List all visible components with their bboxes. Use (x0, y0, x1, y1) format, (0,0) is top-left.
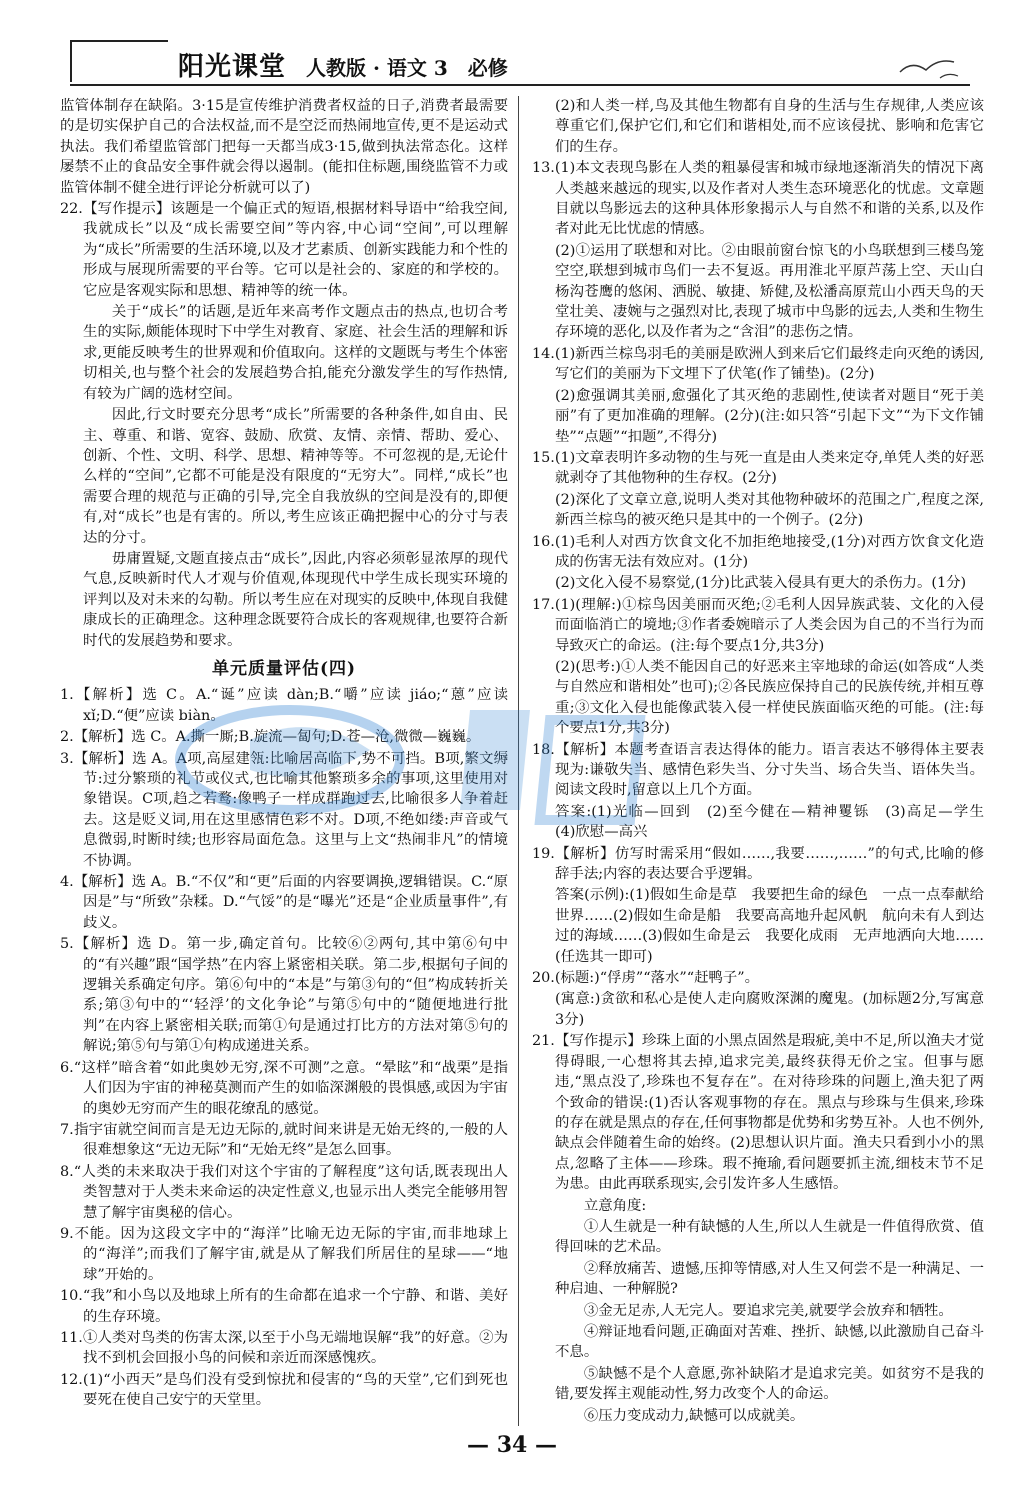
answer-paragraph: ②释放痛苦、遗憾,压抑等情感,对人生又何尝不是一种满足、一种启迪、一种解脱? (555, 1260, 984, 1298)
answer-paragraph: 8.“人类的未来取决于我们对这个宇宙的了解程度”这句话,既表现出人类智慧对于人类未来命运的决定性意义,也显示出人类完全能够用智慧了解宇宙奥秘的信心。 (60, 1163, 508, 1221)
left-column (60, 96, 508, 1412)
book-title: 阳光课堂 (178, 52, 287, 82)
answer-paragraph: 17.(1)(理解:)①棕鸟因美丽而灭绝;②毛利人因异族武装、文化的入侵而面临消亡的境地;③作者委婉暗示了人类会因为自己的不当行为而导致灭亡的命运。(注:每个要点1分,共3分) (532, 596, 984, 654)
page-number: — 34 — (467, 1432, 557, 1458)
header-rule (70, 84, 970, 86)
answer-paragraph: 12.(1)“小西天”是鸟们没有受到惊扰和侵害的“鸟的天堂”,它们到死也要死在使自己安宁的天堂里。 (60, 1371, 508, 1409)
answer-paragraph: (2)①运用了联想和对比。②由眼前窗台惊飞的小鸟联想到三楼鸟笼空空,联想到城市鸟们一去不复返。再用淮北平原芦荡上空、天山白杨沟苍鹰的悠闲、洒脱、敏捷、矫健,及松潘高原荒山小西天鸟的天堂壮美、凄婉与之强烈对比,表现了城市中鸟影的远去,人类和生物生存环境的恶化,以及作者为之“含泪”的悲伤之情。 (555, 242, 984, 341)
answer-paragraph: (2)(思考:)①人类不能因自己的好恶来主宰地球的命运(如答成“人类与自然应和谐相处”也可);②各民族应保持自己的民族传统,并相互尊重;③文化入侵也能像武装入侵一样使民族面临灭绝的可能。(注:每个要点1分,共3分) (555, 658, 984, 737)
answer-paragraph: 毋庸置疑,文题直接点击“成长”,因此,内容必须彰显浓厚的现代气息,反映新时代人才观与价值观,体现现代中学生成长现实环境的评判以及对未来的勾勒。所以考生应在对现实的反映中,体现自我健康成长的正确理念。这种理念既要符合成长的客观规律,也要符合新时代的发展趋势和要求。 (83, 550, 508, 649)
bird-ornament-icon (880, 52, 970, 84)
answer-paragraph: ⑥压力变成动力,缺憾可以成就美。 (583, 1407, 805, 1424)
answer-paragraph: (2)文化入侵不易察觉,(1分)比武装入侵具有更大的杀伤力。(1分) (555, 575, 967, 592)
answer-paragraph: 2.【解析】选 C。A.撕一厮;B.旋流—匐句;D.苍—沧,微微—巍巍。 (60, 729, 481, 746)
answer-paragraph: 14.(1)新西兰棕鸟羽毛的美丽是欧洲人到来后它们最终走向灭绝的诱因,写它们的美丽为下文埋下了伏笔(作了铺垫)。(2分) (532, 345, 984, 383)
answer-paragraph: 1.【解析】选 C。A.“诞”应读 dàn;B.“嚼”应读 jiáo;“蒽”应读 xǐ;D.“便”应读 biàn。 (60, 687, 508, 724)
answer-paragraph: ①人生就是一种有缺憾的人生,所以人生就是一件值得欣赏、值得回味的艺术品。 (555, 1218, 984, 1256)
answer-paragraph: (2)深化了文章立意,说明人类对其他物种破坏的范围之广,程度之深,新西兰棕鸟的被灭绝只是其中的一个例子。(2分) (555, 491, 984, 529)
answer-paragraph: 19.【解析】仿写时需采用“假如……,我要……,……”的句式,比喻的修辞手法;内容的表达要合乎逻辑。 (532, 845, 984, 883)
answer-paragraph: 9.不能。因为这段文字中的“海洋”比喻无边无际的宇宙,而非地球上的“海洋”;而我们了解宇宙,就是从了解我们所居住的星球——“地球”开始的。 (60, 1225, 508, 1283)
answer-paragraph: 4.【解析】选 A。B.“不仅”和“更”后面的内容要调换,逻辑错误。C.“原因是”与“所致”杂糅。D.“气馁”的是“曝光”还是“企业质量事件”,有歧义。 (60, 874, 508, 931)
header-corner-ornament (70, 40, 168, 82)
answer-paragraph: 立意角度: (583, 1197, 647, 1214)
page-header (0, 0, 1024, 92)
answer-paragraph: 5.【解析】选 D。第一步,确定首句。比较⑥②两句,其中第⑥句中的“有兴趣”跟“国学热”在内容上紧密相关联。第二步,根据句子间的逻辑关系确定句序。第⑥句中的“本是”与第③句的“但”构成转折关系;第③句中的“‘轻浮’的文化争论”与第⑤句中的“随便地进行批判”在内容上紧密相关联;而第①句是通过打比方的方法对第⑤句的解说;第⑤句与第①句构成递进关系。 (60, 936, 508, 1055)
answer-paragraph: (2)愈强调其美丽,愈强化了其灭绝的悲剧性,使读者对题目“死于美丽”有了更加准确的理解。(2分)(注:如只答“引起下文”“为下文作铺垫”“点题”“扣题”,不得分) (555, 387, 984, 445)
answer-paragraph: 监管体制存在缺陷。3·15是宣传维护消费者权益的日子,消费者最需要的是切实保护自己的合法权益,而不是空泛而热闹地宣传,更不是运动式执法。我们希望监管部门把每一天都当成3·15,做到执法常态化。这样屡禁不止的食品安全事件就会得以遏制。(能扣住标题,围绕监管不力或监管体制不健全进行评论分析就可以了) (60, 98, 508, 196)
answer-paragraph: ⑤缺憾不是个人意愿,弥补缺陷才是追求完美。如贫穷不是我的错,要发挥主观能动性,努力改变个人的命运。 (555, 1365, 984, 1403)
answer-paragraph: 22.【写作提示】该题是一个偏正式的短语,根据材料导语中“给我空间,我就成长”以及“成长需要空间”等内容,中心词“空间”,可以理解为“成长”所需要的生活环境,以及才艺素质、创新实践能力和个性的形成与展现所需要的平台等。它可以是社会的、家庭的和学校的。它应是客观实际和思想、精神等的统一体。 (60, 201, 508, 299)
right-column (532, 96, 999, 1427)
answer-paragraph: 10.“我”和小鸟以及地球上所有的生命都在追求一个宁静、和谐、美好的生存环境。 (60, 1288, 508, 1325)
answer-paragraph: 20.(标题:)“俘虏”“落水”“赶鸭子”。 (532, 970, 760, 987)
answer-paragraph: 15.(1)文章表明许多动物的生与死一直是由人类来定夺,单凭人类的好恶就剥夺了其他物种的生存权。(2分) (532, 449, 984, 487)
answer-paragraph: ③金无足赤,人无完人。要追求完美,就要学会放弃和牺牲。 (583, 1302, 953, 1319)
book-subtitle: 人教版 · 语文 3 必修 (306, 56, 508, 80)
answer-paragraph: 3.【解析】选 A。A项,高屋建瓴:比喻居高临下,势不可挡。B项,繁文缛节:过分繁琐的礼节或仪式,也比喻其他繁琐多余的事项,这里使用对象错误。C项,趋之若鹜:像鸭子一样成群跑过去,比喻很多人争着赶去。这是贬义词,用在这里感情色彩不对。D项,不绝如缕:声音或气息微弱,时断时续;也形容局面危急。这里与上文“热闹非凡”的情境不协调。 (60, 750, 508, 869)
answer-paragraph: 答案(示例):(1)假如生命是草 我要把生命的绿色 一点一点奉献给世界……(2)假如生命是船 我要高高地升起风帆 航向未有人到达过的海域……(3)假如生命是云 我要化成雨 无声地洒向大地……(任选其一即可) (555, 887, 984, 965)
column-divider (518, 96, 519, 1426)
answer-paragraph: 7.指宇宙就空间而言是无边无际的,就时间来讲是无始无终的,一般的人很难想象这“无边无际”和“无始无终”是怎么回事。 (60, 1121, 508, 1159)
answer-paragraph: (寓意:)贪欲和私心是使人走向腐败深渊的魔鬼。(加标题2分,写寓意3分) (555, 991, 984, 1028)
answer-paragraph: 21.【写作提示】珍珠上面的小黑点固然是瑕疵,美中不足,所以渔夫才觉得碍眼,一心想将其去掉,追求完美,最终获得无价之宝。但事与愿违,“黑点没了,珍珠也不复存在”。在对待珍珠的问题上,渔夫犯了两个致命的错误:(1)否认客观事物的存在。黑点与珍珠与生俱来,珍珠的存在就是黑点的存在,任何事物都是优势和劣势互补。人也不例外,缺点会伴随着生命的始终。(2)思想认识片面。渔夫只看到小小的黑点,忽略了主体——珍珠。瑕不掩瑜,看问题要抓主流,细枝末节不足为患。由此再联系现实,会引发许多人生感悟。 (532, 1033, 984, 1193)
answer-paragraph: 18.【解析】本题考查语言表达得体的能力。语言表达不够得体主要表现为:谦敬失当、感情色彩失当、分寸失当、场合失当、语体失当。阅读文段时,留意以上几个方面。 (532, 741, 984, 799)
answer-paragraph: 13.(1)本文表现鸟影在人类的粗暴侵害和城市绿地逐渐消失的情况下离人类越来越远的现实,以及作者对人类生态环境恶化的忧虑。文章题目就以鸟影远去的这种具体形象揭示人与自然不和谐的关系,以及作者对此无比忧虑的情感。 (532, 160, 984, 238)
answer-paragraph: 关于“成长”的话题,是近年来高考作文题点击的热点,也切合考生的实际,颇能体现时下中学生对教育、家庭、社会生活的理解和诉求,更能反映考生的世界观和价值取向。这样的文题既与考生个体密切相关,也与整个社会的发展趋势合拍,能充分激发学生的写作热情,有较为广阔的选材空间。 (83, 304, 508, 402)
answer-paragraph: 答案:(1)光临—回到 (2)至今健在—精神矍铄 (3)高足—学生 (4)欣慰—高兴 (555, 803, 999, 841)
answer-paragraph: 16.(1)毛利人对西方饮食文化不加拒绝地接受,(1分)对西方饮食文化造成的伤害无法有效应对。(1分) (532, 533, 984, 570)
answer-paragraph: ④辩证地看问题,正确面对苦难、挫折、缺憾,以此激励自己奋斗不息。 (555, 1323, 984, 1361)
answer-paragraph: (2)和人类一样,鸟及其他生物都有自身的生活与生存规律,人类应该尊重它们,保护它们,和它们和谐相处,而不应该侵扰、影响和危害它们的生存。 (555, 98, 984, 155)
answer-paragraph: 6.“这样”暗含着“如此奥妙无穷,深不可测”之意。“晕眩”和“战栗”是指人们因为宇宙的神秘莫测而产生的如临深渊般的畏惧感,或因为宇宙的奥妙无穷而产生的眼花缭乱的感觉。 (60, 1059, 508, 1117)
section-heading: 单元质量评估(四) (211, 658, 357, 679)
answer-paragraph: 因此,行文时要充分思考“成长”所需要的各种条件,如自由、民主、尊重、和谐、宽容、鼓励、欣赏、友情、亲情、帮助、爱心、创新、个性、文明、科学、思想、精神等等。不可忽视的是,无论什么样的“空间”,它都不可能是没有限度的“无穷大”。同样,“成长”也需要合理的规范与正确的引导,完全自我放纵的空间是没有的,即便有,对“成长”也是有害的。所以,考生应该正确把握中心的分寸与表达的分寸。 (83, 407, 508, 546)
answer-paragraph: 11.①人类对鸟类的伤害太深,以至于小鸟无端地误解“我”的好意。②为找不到机会回报小鸟的问候和亲近而深感愧疚。 (60, 1329, 508, 1367)
